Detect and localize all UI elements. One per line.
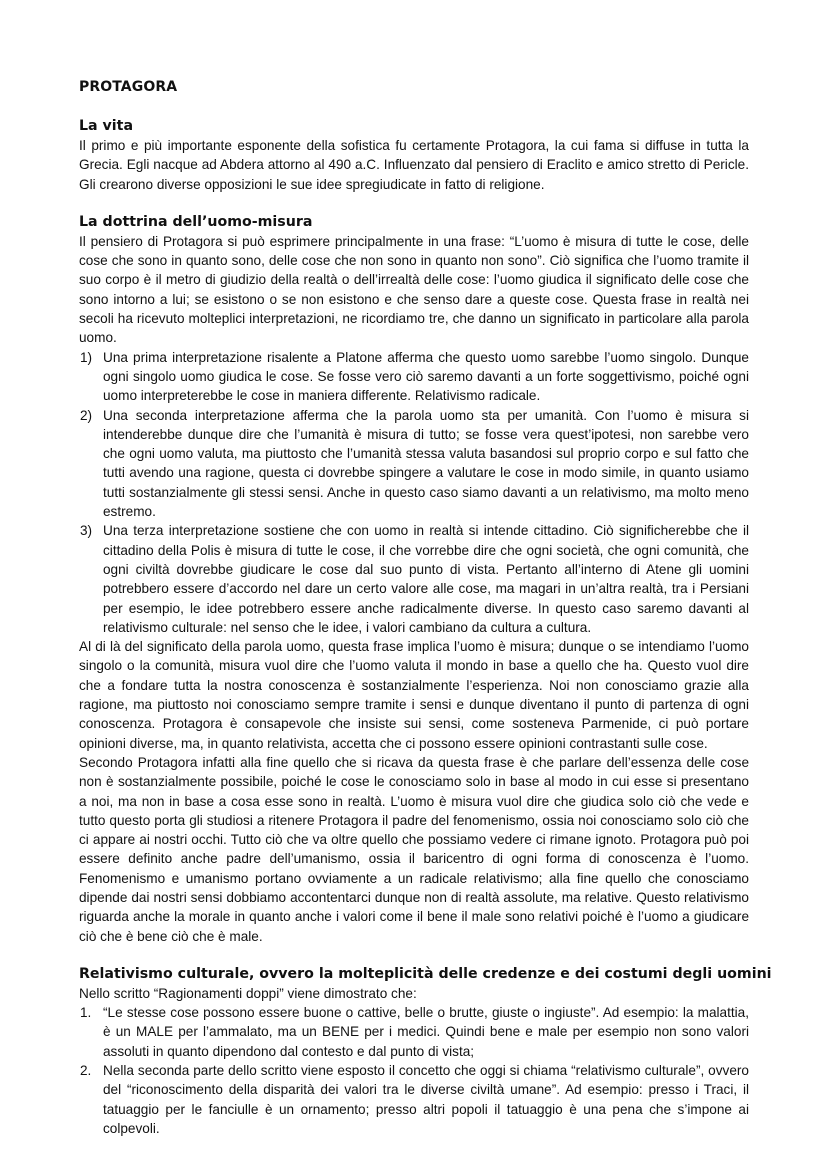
list-marker: 3) [80, 523, 93, 539]
paragraph: Al di là del significato della parola uomo, questa frase implica l’uomo è misura; dunque o se intendiamo l’uomo singolo o la comunità, misura vuol dire che l’uomo valuta il mondo in base a quello che ha. Questo vuol dire che a fondare tutta la nostra conoscenza è sostanzialmente l’esperienza. Noi non conosciamo grazie alla ragione, ma piuttosto noi conosciamo sempre tramite i sensi e dunque diventano il punto di partenza di ogni conoscenza. Protagora è consapevole che insiste sui sensi, come sosteneva Parmenide, ci può portare opinioni diverse, ma, in quanto relativista, accetta che ci possono essere opinioni contrastanti sulle cose. [79, 639, 749, 751]
list-marker: 2. [80, 1063, 92, 1079]
list-marker: 1) [80, 349, 93, 365]
list-item-text: Una seconda interpretazione afferma che la parola uomo sta per umanità. Con l’uomo è misura si intenderebbe dunque dire che l’umanità è misura di tutto; se fosse vera quest’ipotesi, non sarebbe vero che ogni uomo valuta, ma piuttosto che l’umanità stessa valuta basandosi sul proprio corpo e sul fatto che tutti avendo una ragione, questa ci dovrebbe spingere a valutare le cose in modo simile, in quanto usiamo tutti sostanzialmente gli stessi sensi. Anche in questo caso siamo davanti a un relativismo, ma molto meno estremo. [103, 407, 749, 520]
list-item-text: Una prima interpretazione risalente a Platone afferma che questo uomo sarebbe l’uomo singolo. Dunque ogni singolo uomo giudica le cose. Se fosse vero ciò saremo davanti a un forte soggettivismo, poiché ogni uomo interpreterebbe le cose in maniera differente. Relativismo radicale. [103, 349, 749, 404]
document-page [79, 78, 772, 1157]
section-heading: Relativismo culturale, ovvero la molteplicità delle credenze e dei costumi degli uomini [79, 965, 772, 982]
examples-list [79, 1003, 749, 1138]
paragraph-intro: Il pensiero di Protagora si può esprimere principalmente in una frase: “L’uomo è misura di tutte le cose, delle cose che sono in quanto sono, delle cose che non sono in quanto non sono”. Ciò significa che l’uomo tramite il suo corpo è il metro di giudizio della realtà o dell’irrealtà delle cose: l’uomo giudica il significato delle cose che sono intorno a lui; se esistono o se non esistono e che senso dare a queste cose. Questa frase in realtà nei secoli ha ricevuto molteplici interpretazioni, ne ricordiamo tre, che danno un significato in particolare alla parola uomo. [79, 233, 749, 346]
list-item-text: “Le stesse cose possono essere buone o cattive, belle o brutte, giuste o ingiuste”. Ad esempio: la malattia, è un MALE per l’ammalato, ma un BENE per i medici. Quindi bene e male per esempio non sono valori assoluti in quanto dipendono dal contesto e dal punto di vista; [103, 1005, 749, 1059]
section-relativismo-culturale [79, 965, 772, 1138]
list-item [79, 348, 749, 406]
paragraph-intro: Nello scritto “Ragionamenti doppi” viene dimostrato che: [79, 985, 417, 1001]
list-marker: 1. [80, 1005, 92, 1021]
paragraph: Secondo Protagora infatti alla fine quello che si ricava da questa frase è che parlare dell’essenza delle cose non è sostanzialmente possibile, poiché le cose le conosciamo solo in base al modo in cui esse si presentano a noi, ma non in base a cosa esse sono in realtà. L’uomo è misura vuol dire che giudica solo ciò che vede e tutto questo porta gli studiosi a ritenere Protagora il padre del fenomenismo, ossia noi conosciamo solo ciò che ci appare ai nostri occhi. Tutto ciò che va oltre quello che possiamo vedere ci rimane ignoto. Protagora può poi essere definito anche padre dell’umanismo, ossia il baricentro di ogni forma di conoscenza è l’uomo. Fenomenismo e umanismo portano ovviamente a un radicale relativismo; alla fine quello che conosciamo dipende dai nostri sensi dobbiamo accontentarci dunque non di realtà assolute, ma relative. Questo relativismo riguarda anche la morale in quanto anche i valori come il bene il male sono relativi poiché è l’uomo a giudicare ciò che è bene ciò che è male. [79, 754, 749, 944]
list-item-text: Una terza interpretazione sostiene che con uomo in realtà si intende cittadino. Ciò significherebbe che il cittadino della Polis è misura di tutte le cose, il che vorrebbe dire che ogni società, che ogni comunità, che ogni civiltà dovrebbe giudicare le cose dal suo punto di vista. Pertanto all’interno di Atene gli uomini potrebbero essere d’accordo nel dare un certo valore alle cose, ma magari in un’altra realtà, tra i Persiani per esempio, le idee potrebbero essere anche radicalmente diverse. In questo caso saremo davanti al relativismo culturale: nel senso che le idee, i valori cambiano da cultura a cultura. [103, 523, 749, 635]
list-marker: 2) [80, 407, 93, 423]
list-item [79, 1061, 749, 1138]
list-item-text: Nella seconda parte dello scritto viene esposto il concetto che oggi si chiama “relativismo culturale”, ovvero del “riconoscimento della disparità dei valori tra le diverse civiltà umane”. Ad esempio: presso i Traci, il tatuaggio per le fanciulle è un ornamento; presso altri popoli il tatuaggio è una pena che s’impone ai colpevoli. [103, 1063, 749, 1136]
section-la-vita [79, 117, 749, 194]
list-item [79, 1003, 749, 1061]
document-title: PROTAGORA [79, 79, 178, 95]
interpretations-list [79, 348, 749, 637]
section-heading: La dottrina dell’uomo-misura [79, 213, 313, 230]
list-item [79, 406, 749, 522]
paragraph: Il primo e più importante esponente della sofistica fu certamente Protagora, la cui fama si diffuse in tutta la Grecia. Egli nacque ad Abdera attorno al 490 a.C. Influenzato dal pensiero di Eraclito e amico stretto di Pericle. Gli crearono diverse opposizioni le sue idee spregiudicate in fatto di religione. [79, 138, 749, 192]
section-heading: La vita [79, 118, 134, 134]
list-item [79, 521, 749, 637]
section-dottrina-uomo-misura [79, 213, 749, 946]
